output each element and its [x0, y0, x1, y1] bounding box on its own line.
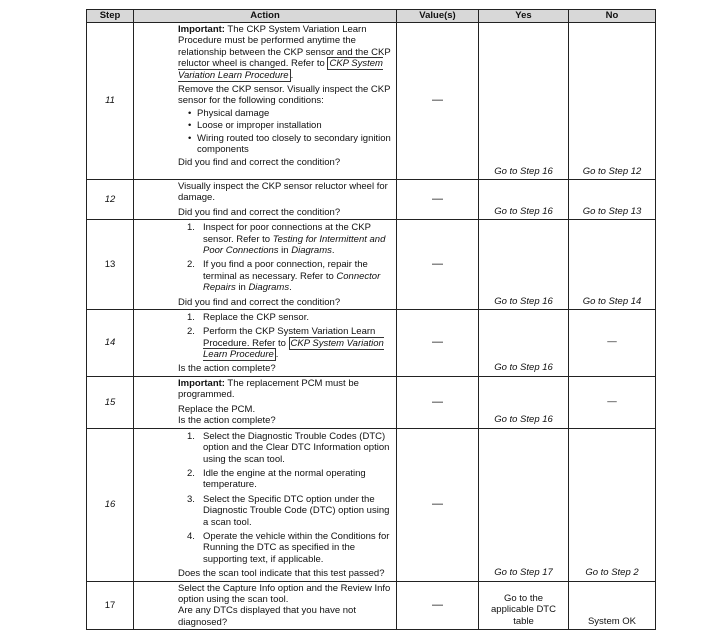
list-item: • Loose or improper installation	[178, 120, 392, 131]
no-cell: Go to Step 12	[569, 23, 656, 180]
yes-cell: Go to the applicable DTC table	[479, 581, 569, 630]
action-cell	[134, 180, 397, 220]
value-cell: —	[397, 428, 479, 581]
table-row	[87, 581, 656, 630]
question-text: Are any DTCs displayed that you have not diagnosed?	[178, 605, 356, 628]
header-action: Action	[134, 10, 397, 23]
list-item: • Wiring routed too closely to secondary ignition components	[178, 133, 392, 156]
action-cell	[134, 428, 397, 581]
table-row	[87, 376, 656, 428]
list-item: If you find a poor connection, repair the terminal as necessary. Refer to Connector Repairs in Diagrams.	[203, 259, 381, 294]
no-cell: System OK	[569, 581, 656, 630]
value-cell: —	[397, 180, 479, 220]
list-item: Inspect for poor connections at the CKP sensor. Refer to Testing for Intermittent and Poor Connections in Diagrams.	[203, 222, 386, 256]
header-yes: Yes	[479, 10, 569, 23]
step-number: 16	[87, 428, 134, 581]
step-number: 14	[87, 309, 134, 376]
step-number: 13	[87, 220, 134, 310]
action-cell	[134, 220, 397, 310]
question-text: Did you find and correct the condition?	[178, 296, 341, 308]
important-note: Important: The replacement PCM must be programmed.	[178, 377, 359, 401]
important-note: Important: The CKP System Variation Learn Procedure must be performed anytime the relationship between the CKP sensor and the CKP reluctor wheel is changed. Refer to CKP System Variation Learn Procedure .	[178, 24, 391, 81]
yes-cell: Go to Step 16	[479, 376, 569, 428]
step-number: 15	[87, 376, 134, 428]
list-item: Perform the CKP System Variation Learn Procedure. Refer to CKP System Variation Learn Procedure .	[203, 326, 384, 361]
value-cell: —	[397, 220, 479, 310]
procedure-link[interactable]: CKP System Variation Learn Procedure	[203, 337, 384, 361]
value-cell: —	[397, 23, 479, 180]
table-row	[87, 428, 656, 581]
action-cell	[134, 309, 397, 376]
list-item: Select the Diagnostic Trouble Codes (DTC) option and the Clear DTC Information option using the scan tool.	[203, 430, 390, 465]
list-item: • Physical damage	[178, 108, 392, 119]
question-text: Is the action complete?	[178, 415, 276, 427]
table-header-row	[87, 10, 656, 23]
action-steps	[178, 431, 392, 565]
yes-cell: Go to Step 16	[479, 220, 569, 310]
yes-cell: Go to Step 16	[479, 23, 569, 180]
list-item: Operate the vehicle within the Conditions for Running the DTC as specified in the supporting text, if applicable.	[203, 530, 390, 565]
header-step: Step	[87, 10, 134, 23]
action-text: Select the Capture Info option and the Review Info option using the scan tool.	[178, 582, 391, 605]
no-cell: —	[569, 376, 656, 428]
action-cell	[134, 23, 397, 180]
table-row	[87, 180, 656, 220]
yes-cell: Go to Step 16	[479, 180, 569, 220]
no-cell: —	[569, 309, 656, 376]
list-item: Replace the CKP sensor.	[203, 311, 309, 323]
action-text: Visually inspect the CKP sensor reluctor wheel for damage.	[178, 181, 388, 204]
table-row	[87, 309, 656, 376]
action-cell	[134, 376, 397, 428]
header-no: No	[569, 10, 656, 23]
procedure-link[interactable]: CKP System Variation Learn Procedure	[178, 58, 383, 81]
list-item: Idle the engine at the normal operating temperature.	[203, 468, 366, 491]
condition-list	[178, 108, 392, 156]
action-steps	[178, 312, 392, 361]
value-cell: —	[397, 581, 479, 630]
yes-cell: Go to Step 17	[479, 428, 569, 581]
no-cell: Go to Step 13	[569, 180, 656, 220]
action-text: Replace the PCM.	[178, 403, 256, 415]
question-text: Did you find and correct the condition?	[178, 157, 341, 169]
question-text: Does the scan tool indicate that this test passed?	[178, 568, 385, 580]
diagnostic-table	[86, 9, 656, 630]
value-cell: —	[397, 309, 479, 376]
step-number: 12	[87, 180, 134, 220]
question-text: Is the action complete?	[178, 363, 276, 375]
action-cell	[134, 581, 397, 630]
list-item: Select the Specific DTC option under the Diagnostic Trouble Code (DTC) option using a scan tool.	[203, 493, 390, 528]
no-cell: Go to Step 2	[569, 428, 656, 581]
question-text: Did you find and correct the condition?	[178, 206, 341, 218]
no-cell: Go to Step 14	[569, 220, 656, 310]
header-values: Value(s)	[397, 10, 479, 23]
action-steps	[178, 222, 392, 293]
table-row	[87, 23, 656, 180]
action-text: Remove the CKP sensor. Visually inspect the CKP sensor for the following conditions:	[178, 83, 391, 107]
value-cell: —	[397, 376, 479, 428]
step-number: 17	[87, 581, 134, 630]
step-number: 11	[87, 23, 134, 180]
yes-cell: Go to Step 16	[479, 309, 569, 376]
table-row	[87, 220, 656, 310]
